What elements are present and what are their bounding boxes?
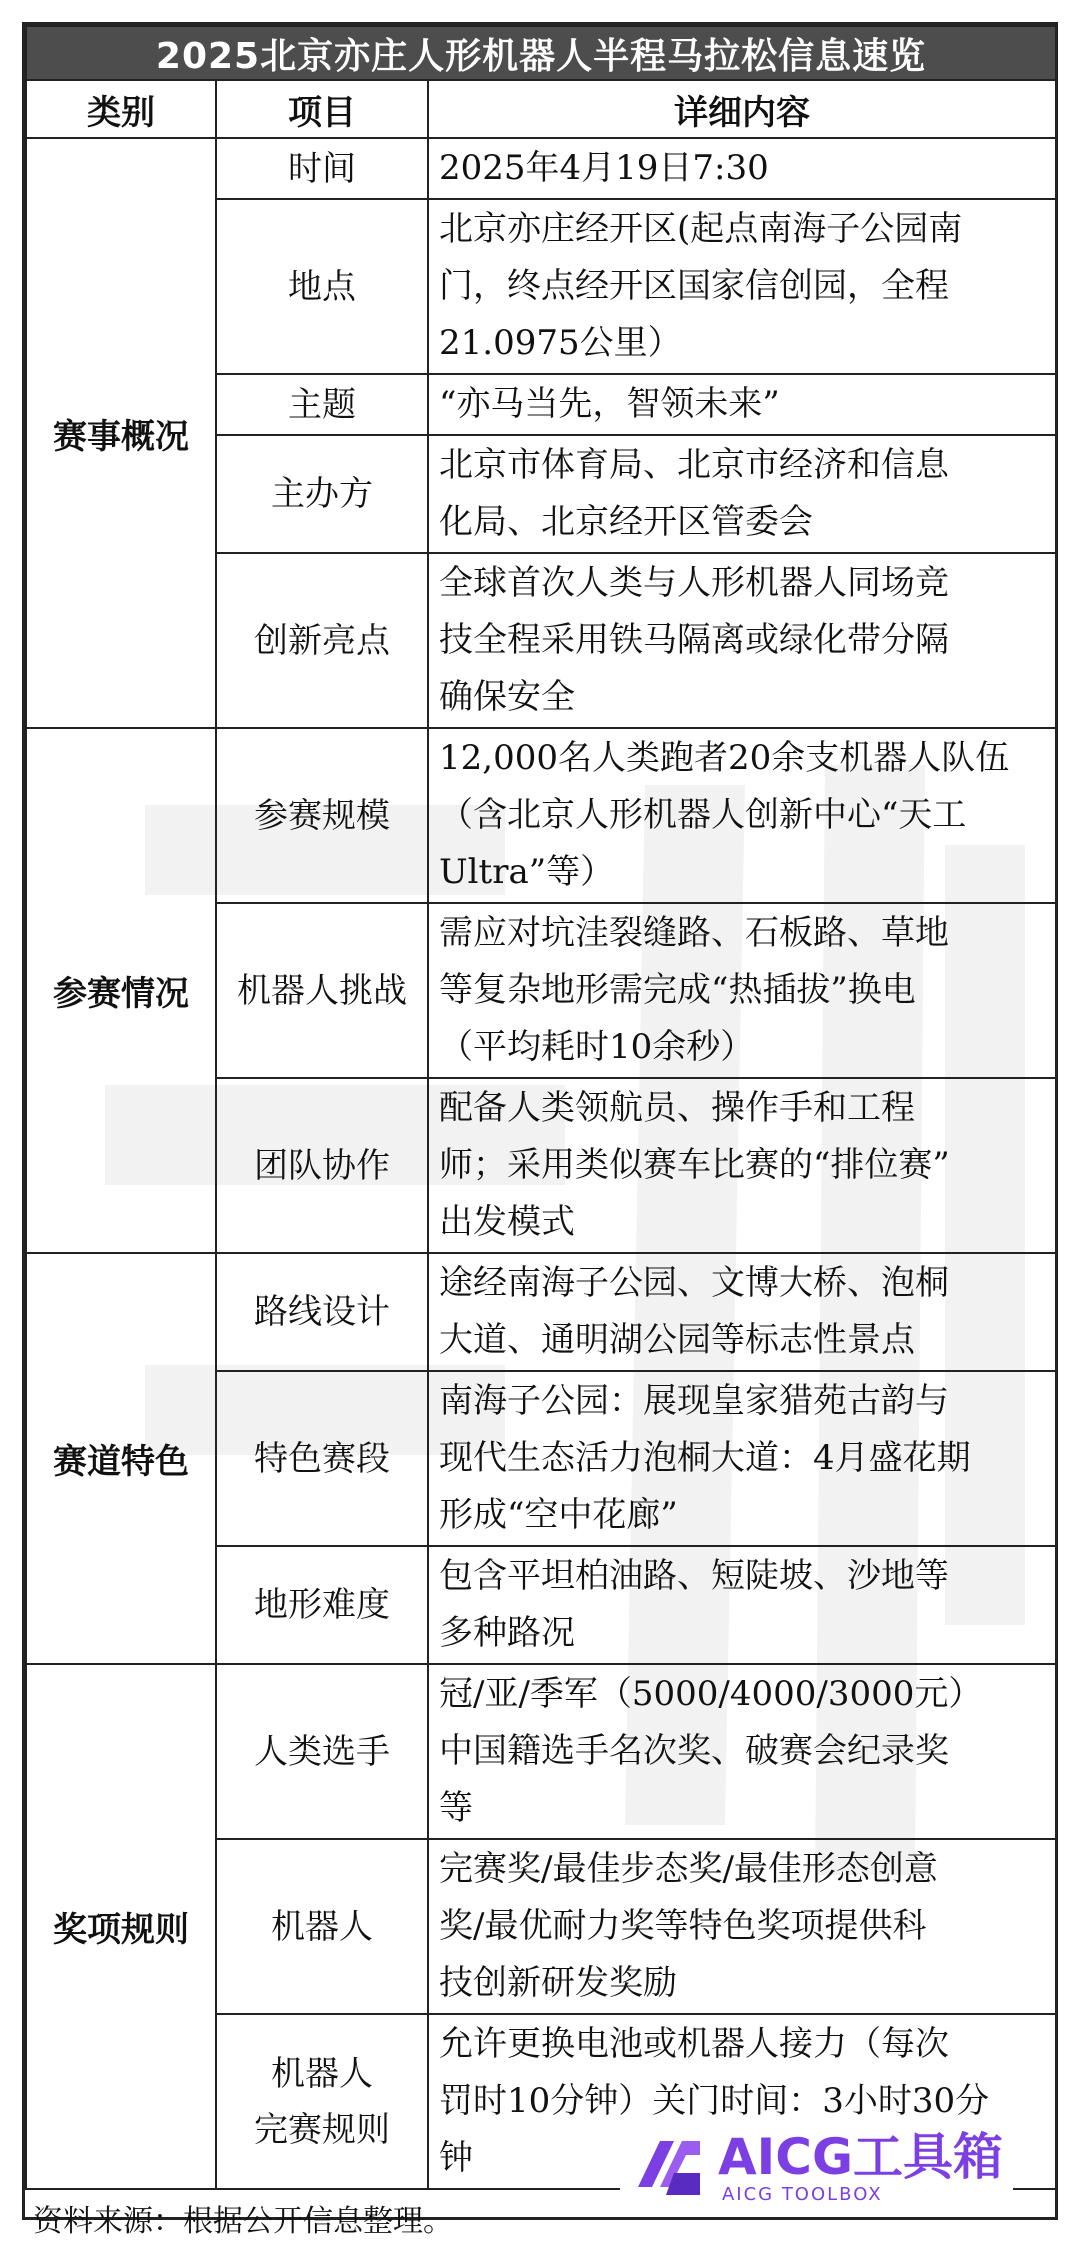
category-cell: 赛事概况 (26, 138, 216, 728)
item-cell: 机器人 完赛规则 (216, 2014, 428, 2189)
category-cell: 参赛情况 (26, 728, 216, 1253)
detail-cell: 全球首次人类与人形机器人同场竞 技全程采用铁马隔离或绿化带分隔 确保安全 (428, 553, 1056, 728)
detail-cell: 12,000名人类跑者20余支机器人队伍 （含北京人形机器人创新中心“天工 Ultra”等） (428, 728, 1056, 903)
table-title: 2025北京亦庄人形机器人半程马拉松信息速览 (26, 26, 1056, 80)
item-cell: 主办方 (216, 435, 428, 553)
category-cell: 赛道特色 (26, 1253, 216, 1664)
detail-cell: 北京市体育局、北京市经济和信息 化局、北京经开区管委会 (428, 435, 1056, 553)
info-table (25, 25, 1057, 2190)
detail-cell: 冠/亚/季军（5000/4000/3000元） 中国籍选手名次奖、破赛会纪录奖 等 (428, 1664, 1056, 1839)
detail-cell: 途经南海子公园、文博大桥、泡桐 大道、通明湖公园等标志性景点 (428, 1253, 1056, 1371)
detail-cell: 北京亦庄经开区(起点南海子公园南 门，终点经开区国家信创园，全程 21.0975公里） (428, 199, 1056, 374)
item-cell: 人类选手 (216, 1664, 428, 1839)
item-cell: 主题 (216, 374, 428, 435)
header-item: 项目 (216, 80, 428, 138)
item-cell: 团队协作 (216, 1078, 428, 1253)
table-row (26, 728, 1056, 903)
table-row (26, 1253, 1056, 1371)
item-cell: 地形难度 (216, 1546, 428, 1664)
item-cell: 特色赛段 (216, 1371, 428, 1546)
detail-cell: 配备人类领航员、操作手和工程 师；采用类似赛车比赛的“排位赛” 出发模式 (428, 1078, 1056, 1253)
header-detail: 详细内容 (428, 80, 1056, 138)
detail-cell: 包含平坦柏油路、短陡坡、沙地等 多种路况 (428, 1546, 1056, 1664)
table-row (26, 138, 1056, 199)
detail-cell: “亦马当先，智领未来” (428, 374, 1056, 435)
item-cell: 时间 (216, 138, 428, 199)
source-note: 资料来源：根据公开信息整理。 (33, 2204, 453, 2239)
aicg-logo (620, 2124, 1013, 2209)
table-row (26, 1664, 1056, 1839)
item-cell: 机器人 (216, 1839, 428, 2014)
header-category: 类别 (26, 80, 216, 138)
item-cell: 创新亮点 (216, 553, 428, 728)
category-cell: 奖项规则 (26, 1664, 216, 2189)
title-row (26, 26, 1056, 80)
item-cell: 地点 (216, 199, 428, 374)
logo-subtitle: AICG TOOLBOX (721, 2184, 883, 2205)
logo-title: AICG工具箱 (717, 2128, 1003, 2186)
item-cell: 机器人挑战 (216, 903, 428, 1078)
detail-cell: 完赛奖/最佳步态奖/最佳形态创意 奖/最优耐力奖等特色奖项提供科 技创新研发奖励 (428, 1839, 1056, 2014)
item-cell: 参赛规模 (216, 728, 428, 903)
detail-cell: 南海子公园：展现皇家猎苑古韵与 现代生态活力泡桐大道：4月盛花期 形成“空中花廊” (428, 1371, 1056, 1546)
aicg-logo-icon (630, 2133, 708, 2203)
info-table-document (22, 22, 1058, 2239)
detail-cell: 2025年4月19日7:30 (428, 138, 1056, 199)
detail-cell: 需应对坑洼裂缝路、石板路、草地 等复杂地形需完成“热插拔”换电 （平均耗时10余秒） (428, 903, 1056, 1078)
detail-cell: 允许更换电池或机器人接力（每次 罚时10分钟）关门时间：3小时30分 钟 (428, 2014, 1056, 2189)
header-row (26, 80, 1056, 138)
item-cell: 路线设计 (216, 1253, 428, 1371)
